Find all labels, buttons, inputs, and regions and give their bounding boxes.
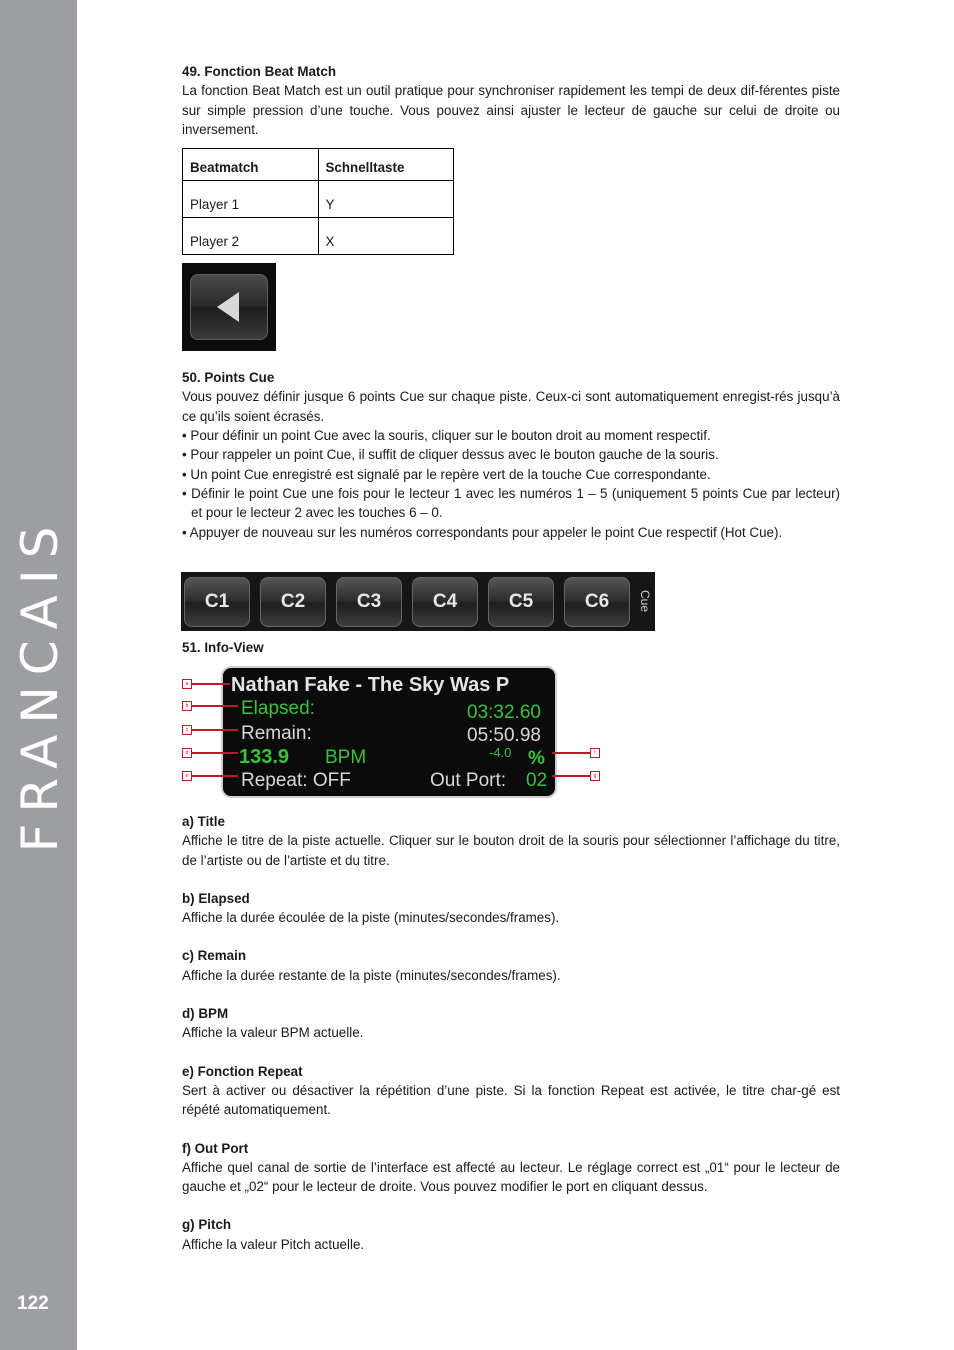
cue-button-c6[interactable]: C6 [564,577,630,627]
cue-button-c5[interactable]: C5 [488,577,554,627]
cue-bullet: • Un point Cue enregistré est signalé par le repère vert de la touche Cue correspondante. [182,466,711,482]
beatmatch-table [182,148,454,255]
repeat-toggle[interactable]: Repeat: OFF [241,770,351,791]
marker-a: a [182,679,192,689]
table-header-row [183,149,454,181]
definition-term: d) BPM [182,1006,229,1022]
cue-button-c3[interactable]: C3 [336,577,402,627]
outport-value[interactable]: 02 [526,770,548,791]
elapsed-label: Elapsed: [241,698,315,719]
left-arrow-icon [209,287,249,327]
marker-line [192,705,238,707]
marker-c: c [182,725,192,735]
definition-term: c) Remain [182,948,246,964]
cue-button-c4[interactable]: C4 [412,577,478,627]
definition-text: Affiche le titre de la piste actuelle. Cliquer sur le bouton droit de la souris pour sélectionner l’affichage du titre, de l’artiste ou de l’artiste et du titre. [182,833,840,868]
marker-line [552,752,590,754]
table-header-cell: Beatmatch [183,149,319,181]
cue-bullet: • Pour rappeler un point Cue, il suffit de cliquer dessus avec le bouton gauche de la souris. [182,447,719,463]
definition-item [182,946,840,985]
cue-bullet: • Pour définir un point Cue avec la souris, cliquer sur le bouton droit au moment respectif. [182,428,711,444]
cue-tag-label: Cue [638,590,652,613]
definition-term: e) Fonction Repeat [182,1063,303,1079]
definition-item [182,1215,840,1254]
marker-b: b [182,701,192,711]
cue-points-heading: 50. Points Cue [182,370,275,386]
definition-term: b) Elapsed [182,890,250,906]
definition-term: f) Out Port [182,1140,249,1156]
definitions-list [182,812,840,1273]
beat-match-button-face [190,274,268,340]
definition-item [182,889,840,928]
beat-match-text: La fonction Beat Match est un outil pratique pour synchroniser rapidement les tempi de deux dif-férentes piste sur simple pression d’une touche. Vous pouvez ainsi ajuster le lecteur de gauche sur celui de droite ou inversement. [182,83,840,137]
marker-d: d [182,748,192,758]
table-cell: Player 1 [183,181,319,218]
table-row [183,181,454,218]
beat-match-heading: 49. Fonction Beat Match [182,64,337,79]
cue-bullet: • Définir le point Cue une fois pour le lecteur 1 avec les numéros 1 – 5 (uniquement 5 points Cue par lecteur) et pour le lecteur 2 avec les touches 6 – 0. [182,485,840,521]
marker-g: g [590,771,600,781]
info-view-panel [221,666,557,798]
table-row [183,218,454,255]
language-sidebar [0,0,77,1350]
table-header-cell: Schnelltaste [318,149,454,181]
table-cell: X [318,218,454,255]
pitch-value: -4.0 [489,745,512,760]
cue-bullet: • Appuyer de nouveau sur les numéros correspondants pour appeler le point Cue respectif (Hot Cue). [182,524,783,540]
main-content [182,62,840,542]
bpm-label: BPM [325,747,367,768]
definition-item [182,1139,840,1197]
info-view-heading: 51. Info-View [182,640,264,655]
definition-text: Affiche la valeur Pitch actuelle. [182,1236,365,1252]
bpm-value: 133.9 [239,746,290,768]
cue-points-text: Vous pouvez définir jusque 6 points Cue sur chaque piste. Ceux-ci sont automatiquement enregist-rés jusqu’à ce qu’ils soient écrasés. [182,389,840,424]
cue-button-strip [181,572,655,631]
definition-term: a) Title [182,814,225,829]
marker-line [192,683,230,685]
marker-e: e [182,771,192,781]
marker-line [192,775,238,777]
outport-label: Out Port: [430,770,507,791]
language-label: FRANCAIS [11,515,69,853]
cue-button-c2[interactable]: C2 [260,577,326,627]
track-title[interactable]: Nathan Fake - The Sky Was P [231,674,510,696]
remain-label: Remain: [241,723,312,744]
definition-text: Affiche quel canal de sortie de l’interface est affecté au lecteur. Le réglage correct est „01“ pour le lecteur de gauche et „02“ pour le lecteur de droite. Vous pouvez modifier le port en cliquant dessus. [182,1159,840,1195]
table-cell: Y [318,181,454,218]
table-cell: Player 2 [183,218,319,255]
definition-text: Affiche la valeur BPM actuelle. [182,1025,364,1041]
elapsed-value: 03:32.60 [467,702,541,723]
definition-text: Sert à activer ou désactiver la répétition d’une piste. Si la fonction Repeat est activée, le titre char-gé est répété automatiquement. [182,1082,840,1118]
definition-item [182,1062,840,1120]
pitch-unit: % [528,748,545,769]
definition-term: g) Pitch [182,1217,232,1233]
cue-button-c1[interactable]: C1 [184,577,250,627]
marker-line [192,729,238,731]
definition-item [182,812,840,870]
marker-line [192,752,238,754]
definition-item [182,1004,840,1043]
definition-text: Affiche la durée restante de la piste (minutes/secondes/frames). [182,967,561,983]
marker-line [552,775,590,777]
marker-f: f [590,748,600,758]
page-number: 122 [17,1293,49,1314]
beat-match-button[interactable] [182,263,276,351]
definition-text: Affiche la durée écoulée de la piste (minutes/secondes/frames). [182,910,560,926]
remain-value: 05:50.98 [467,725,541,746]
